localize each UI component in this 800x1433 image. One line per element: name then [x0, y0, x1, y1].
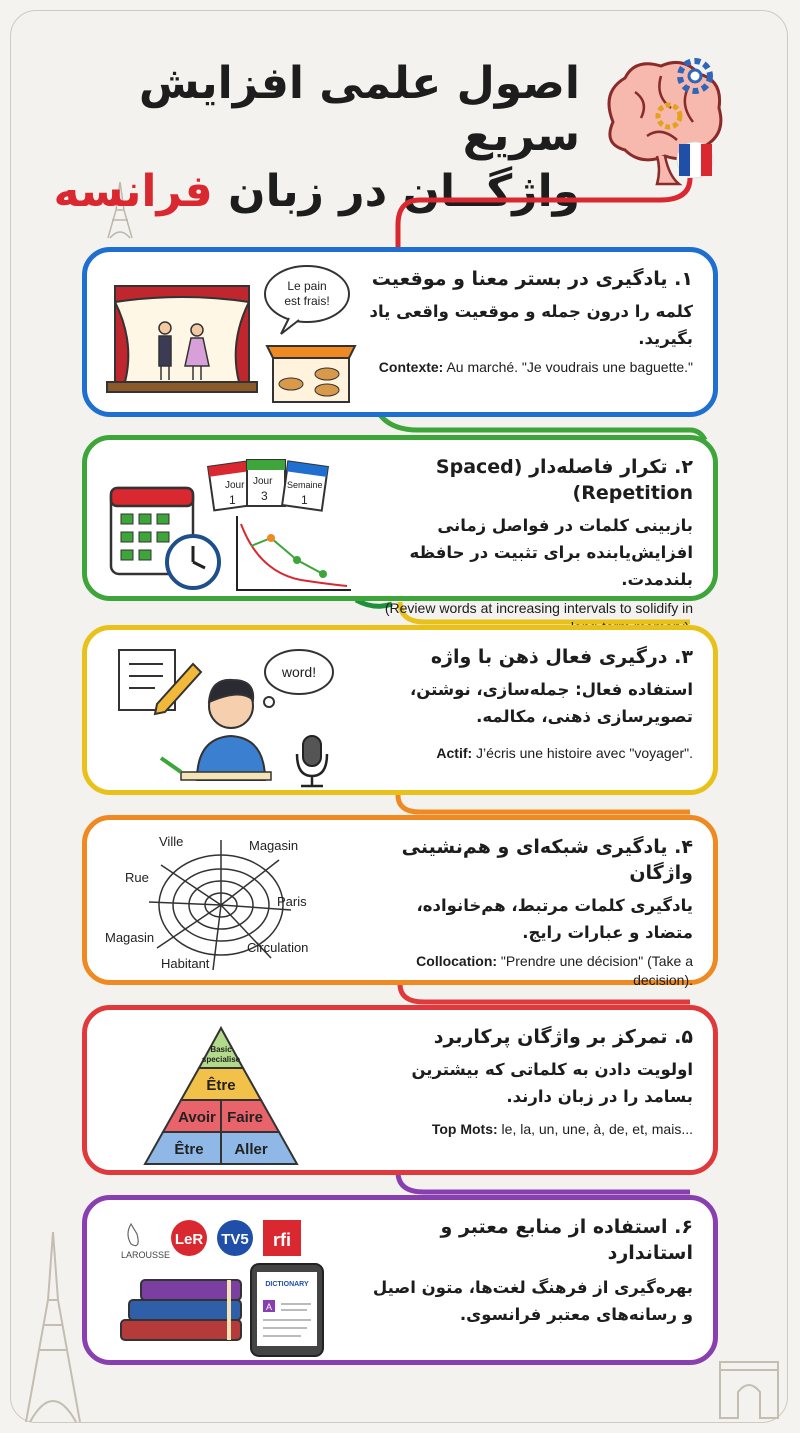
speech-bubble-1 — [265, 266, 349, 334]
card-1-heading: ۱. یادگیری در بستر معنا و موقعیت — [371, 268, 693, 290]
card-2-text — [363, 454, 693, 637]
logo-rfi-text: rfi — [273, 1230, 291, 1250]
pyramid-word-3: Avoir — [178, 1109, 216, 1126]
pyramid-word-6: Aller — [234, 1141, 268, 1158]
card-3-text — [363, 644, 693, 763]
card-1-body: کلمه را درون جمله و موقعیت واقعی یاد بگیرید. — [369, 302, 693, 348]
card-1-example-text: Au marché. "Je voudrais une baguette." — [443, 359, 693, 375]
day-card-2-top: Jour — [253, 476, 273, 487]
tablet-dictionary-icon — [251, 1264, 323, 1356]
web-word-5: Magasin — [105, 930, 155, 945]
pyramid-word-4: Faire — [227, 1109, 263, 1126]
card-3-example — [363, 744, 693, 763]
frequency-pyramid-illustration — [101, 1020, 361, 1170]
pyramid-word-5: Être — [174, 1141, 204, 1158]
logo-larousse-text: LAROUSSE — [121, 1250, 171, 1260]
card-4-example — [363, 952, 693, 990]
card-4-heading: ۴. یادگیری شبکه‌ای و هم‌نشینی واژگان — [401, 836, 693, 884]
principle-card-4 — [82, 815, 718, 988]
day-cards — [208, 460, 328, 511]
bakery-stall-icon — [267, 346, 355, 402]
speech-bubble-3 — [264, 650, 333, 707]
principle-card-5 — [82, 1005, 718, 1175]
day-card-2-num: 3 — [261, 489, 268, 503]
svg-text:Le pain: Le pain — [287, 279, 327, 293]
logo-tv5-text: TV5 — [221, 1231, 249, 1248]
day-card-3-num: 1 — [301, 493, 308, 507]
tablet-letter: A — [265, 1302, 273, 1312]
web-word-3: Rue — [125, 870, 149, 885]
card-2-heading: ۲. تکرار فاصله‌دار (Spaced Repetition) — [435, 456, 693, 504]
pyramid-word-1b: specialise — [201, 1055, 241, 1064]
card-6-body: بهره‌گیری از فرهنگ لغت‌ها، متون اصیل و رسانه‌های معتبر فرانسوی. — [372, 1278, 693, 1324]
active-learner-illustration — [101, 640, 361, 790]
web-word-6: Circulation — [247, 940, 309, 955]
card-1-example-label: Contexte: — [378, 359, 444, 375]
tablet-title: DICTIONARY — [265, 1281, 309, 1288]
card-6-heading: ۶. استفاده از منابع معتبر و استاندارد — [440, 1216, 693, 1264]
microphone-icon — [297, 736, 327, 786]
forgetting-curve-icon — [237, 516, 351, 590]
card-3-example-text: J’écris une histoire avec "voyager". — [472, 745, 693, 761]
web-word-1: Ville — [159, 834, 184, 849]
notepad-pencil-icon — [119, 650, 201, 714]
card-5-heading: ۵. تمرکز بر واژگان پرکاربرد — [433, 1026, 693, 1048]
card-5-text — [363, 1024, 693, 1139]
theater-bakery-illustration — [101, 262, 361, 412]
title-line-2-prefix: واژگــان در زبان — [212, 166, 580, 217]
pyramid-word-2: Être — [206, 1077, 236, 1094]
card-4-example-text: "Prendre une décision" (Take a decision). — [497, 953, 693, 988]
title-line-1: اصول علمی افزایش سریع — [138, 58, 580, 161]
web-word-4: Paris — [277, 894, 307, 909]
theater-stage-icon — [107, 286, 257, 392]
clock-icon — [167, 536, 219, 588]
card-6-text — [363, 1214, 693, 1328]
principle-card-3 — [82, 625, 718, 795]
web-words — [105, 834, 308, 971]
svg-text:est frais!: est frais! — [284, 294, 330, 308]
larousse-logo — [121, 1224, 170, 1260]
pyramid-word-1a: Basic — [210, 1045, 232, 1054]
card-2-body: بازبینی کلمات در فواصل زمانی افزایش‌یابنده برای تثبیت در حافظه بلندمدت. — [409, 516, 693, 589]
web-word-2: Magasin — [249, 838, 299, 853]
card-1-text — [363, 266, 693, 377]
card-4-text — [363, 834, 693, 990]
logo-ler-text: LeR — [174, 1231, 204, 1248]
tv5-logo — [217, 1220, 253, 1256]
web-word-7: Habitant — [161, 956, 210, 971]
card-2-example-text: (Review words at increasing intervals to solidify in — [384, 600, 693, 616]
spaced-repetition-illustration — [101, 450, 361, 600]
resources-illustration — [101, 1210, 361, 1360]
card-3-heading: ۳. درگیری فعال ذهن با واژه — [430, 646, 693, 668]
principle-card-2 — [82, 435, 718, 616]
card-1-example — [363, 358, 693, 377]
card-4-body: یادگیری کلمات مرتبط، هم‌خانواده، متضاد و عبارات رایج. — [416, 896, 693, 942]
rfi-logo — [263, 1220, 301, 1256]
card-4-example-label: Collocation: — [416, 953, 498, 969]
principle-card-6 — [82, 1195, 718, 1365]
word-web-illustration — [101, 830, 361, 980]
day-card-3-top: Semaine — [287, 480, 323, 490]
card-5-body: اولویت دادن به کلماتی که بیشترین بسامد را در زبان دارند. — [411, 1060, 693, 1106]
day-card-1-num: 1 — [229, 493, 236, 507]
card-5-example — [363, 1120, 693, 1139]
title-accent-word: فرانسه — [53, 166, 213, 217]
card-3-body: استفاده فعال: جمله‌سازی، نوشتن، تصویرسازی ذهنی، مکالمه. — [410, 680, 693, 726]
card-5-example-text: le, la, un, une, à, de, et, mais... — [497, 1121, 693, 1137]
books-stack-icon — [121, 1280, 241, 1340]
le-robert-logo — [171, 1220, 207, 1256]
day-card-1-top: Jour — [225, 480, 245, 491]
svg-text:word!: word! — [281, 664, 317, 680]
principle-card-1 — [82, 247, 718, 417]
card-5-example-label: Top Mots: — [431, 1121, 498, 1137]
card-3-example-label: Actif: — [436, 745, 473, 761]
